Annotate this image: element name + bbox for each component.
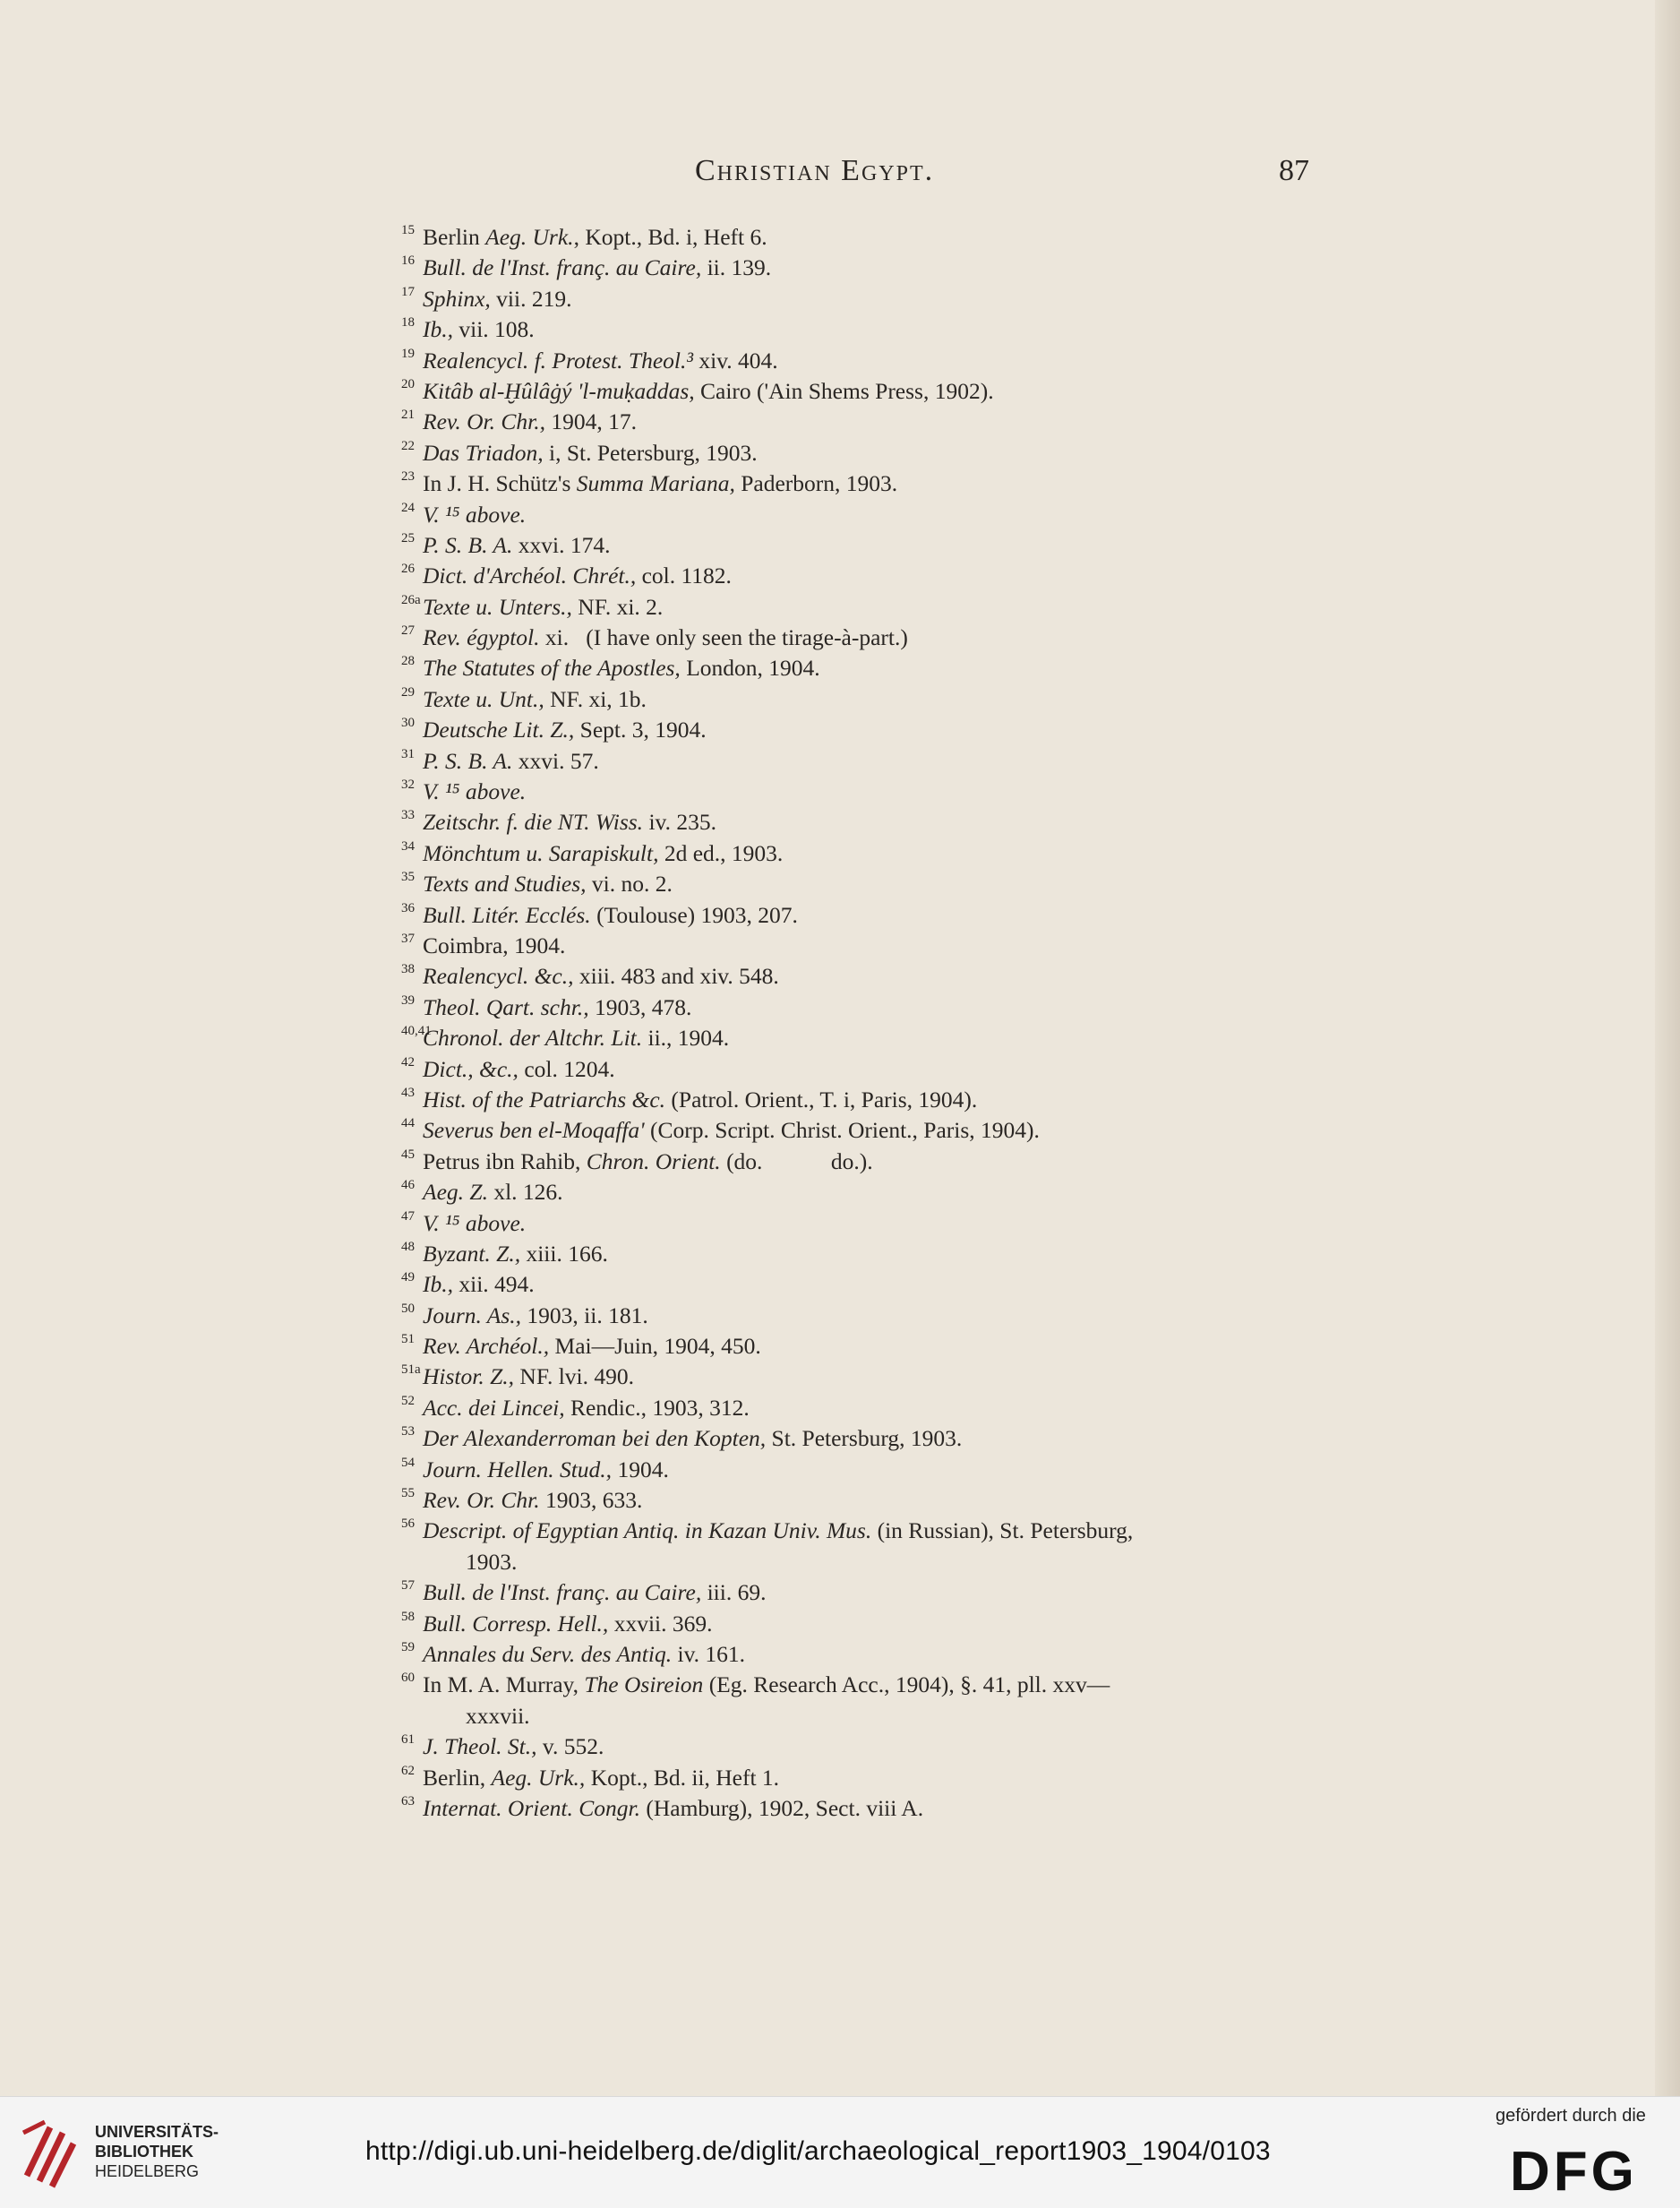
- footnote: [401, 284, 1333, 314]
- footnote-plain-text: Berlin: [423, 224, 486, 250]
- footnote-number: 62: [401, 1763, 415, 1778]
- footnote-text: [423, 224, 767, 250]
- footnote: [401, 1731, 1333, 1762]
- footnote-details: (in Russian), St. Petersburg,: [871, 1517, 1134, 1544]
- footnote: [401, 961, 1333, 992]
- footnote-number: 18: [401, 315, 415, 331]
- footnote-text: [423, 286, 571, 312]
- footnote-title: Journ. As.,: [423, 1302, 522, 1328]
- footnote-details: (Eg. Research Acc., 1904), §. 41, pll. xxv—: [703, 1671, 1110, 1698]
- footnote-title: Texte u. Unters.,: [423, 593, 572, 620]
- footnote-title: Kitâb al-Ḫûlâġý 'l-muḳaddas,: [423, 377, 695, 404]
- footnote-number: 39: [401, 992, 415, 1008]
- footnote-title: Realencycl. f. Protest. Theol.³: [423, 347, 693, 374]
- footnote-details: 1904.: [612, 1456, 669, 1482]
- footnote: [401, 1763, 1333, 1793]
- footnote-title: P. S. B. A.: [423, 531, 513, 558]
- running-head: [0, 154, 1680, 199]
- footnote-number: 61: [401, 1732, 415, 1748]
- footnote-plain-text: In M. A. Murray,: [423, 1671, 585, 1698]
- footnote-details: , Kopt., Bd. i, Heft 6.: [573, 224, 767, 250]
- footnote-continuation: 1903.: [466, 1548, 518, 1575]
- footnote-text: [423, 563, 732, 589]
- footnote: [401, 1085, 1333, 1115]
- footnote-details: St. Petersburg, 1903.: [766, 1425, 963, 1452]
- footnote-title: Texte u. Unt.,: [423, 685, 544, 712]
- footnote-number: 29: [401, 684, 415, 700]
- footnote-number: 34: [401, 838, 415, 854]
- footnote-text: [423, 1795, 923, 1821]
- footnote-details: 1903, ii. 181.: [521, 1302, 648, 1328]
- footnote-text: [423, 1025, 729, 1051]
- funding-caption: gefördert durch die: [1496, 2106, 1646, 2126]
- footnote: [401, 1301, 1333, 1331]
- footnote: [401, 715, 1333, 745]
- footnote-title: Der Alexanderroman bei den Kopten,: [423, 1425, 767, 1452]
- library-name-line2: BIBLIOTHEK: [95, 2143, 193, 2161]
- footnote-title: Chron. Orient.: [586, 1147, 721, 1174]
- footnote-text: [423, 748, 599, 774]
- footnote: [401, 807, 1333, 838]
- footnote-number: 52: [401, 1393, 415, 1408]
- footnote: [401, 1670, 1333, 1731]
- footnote-number: 60: [401, 1671, 415, 1686]
- footnote-text: [423, 594, 663, 620]
- footnote-details: i, St. Petersburg, 1903.: [543, 439, 758, 466]
- footnote-details: (Toulouse) 1903, 207.: [590, 901, 798, 928]
- footnote-plain-text: In J. H. Schütz's: [423, 470, 577, 497]
- footnote: [401, 468, 1333, 499]
- footnote-details: col. 1204.: [518, 1055, 615, 1082]
- footnote-details: 1904, 17.: [544, 408, 637, 435]
- footnote-title: Internat. Orient. Congr.: [423, 1794, 640, 1821]
- footnote-number: 38: [401, 962, 415, 977]
- footnote-title: Ib.,: [423, 1271, 453, 1298]
- footnote-number: 27: [401, 623, 415, 639]
- page-edge-shadow: [1655, 0, 1680, 2096]
- footnote: [401, 777, 1333, 807]
- footnote-details: Rendic., 1903, 312.: [564, 1394, 750, 1421]
- footnote-title: Bull. Corresp. Hell.,: [423, 1610, 609, 1637]
- footnote-text: [423, 1516, 1318, 1577]
- library-name[interactable]: [95, 2122, 219, 2181]
- footnote-title: Chronol. der Altchr. Lit.: [423, 1025, 643, 1052]
- footnote-number: 53: [401, 1424, 415, 1439]
- footnote-details: 1903, 633.: [539, 1487, 643, 1514]
- footnote-text: [423, 1611, 712, 1637]
- footnote-number: 20: [401, 376, 415, 391]
- footnote-details: v. 552.: [536, 1733, 604, 1760]
- footnote-text: [423, 1395, 750, 1421]
- footnote-number: 21: [401, 408, 415, 423]
- footnote: [401, 653, 1333, 683]
- footnote: [401, 407, 1333, 437]
- footnote-text: [423, 532, 610, 558]
- footnote-details: xl. 126.: [487, 1179, 563, 1206]
- footnote-details: (Patrol. Orient., T. i, Paris, 1904).: [665, 1086, 978, 1113]
- footnote-number: 50: [401, 1301, 415, 1316]
- footnote-title: Ib.,: [423, 316, 453, 343]
- footnote-text: [423, 1363, 634, 1389]
- footnote-title: V. ¹⁵ above.: [423, 778, 527, 805]
- footnote-number: 31: [401, 746, 415, 761]
- footnote-title: Rev. Or. Chr.: [423, 1487, 540, 1514]
- footnote-details: xiii. 166.: [520, 1240, 608, 1267]
- footnote-text: [423, 316, 535, 342]
- footnote: [401, 1362, 1333, 1392]
- footnote: [401, 222, 1333, 253]
- footnote: [401, 561, 1333, 591]
- footnote-number: 22: [401, 438, 415, 453]
- footnote-number: 48: [401, 1239, 415, 1254]
- footnote: [401, 1485, 1333, 1516]
- footnote-number: 47: [401, 1208, 415, 1224]
- footnote-text: [423, 717, 707, 743]
- footnote-details: ii., 1904.: [642, 1025, 730, 1052]
- footnote-details: Cairo ('Ain Shems Press, 1902).: [694, 377, 994, 404]
- footnote-number: 56: [401, 1516, 415, 1532]
- footnote: [401, 530, 1333, 561]
- footnote-number: 15: [401, 223, 415, 237]
- university-library-logo-icon[interactable]: [18, 2113, 81, 2190]
- footnote-plain-text: Petrus ibn Rahib,: [423, 1147, 587, 1174]
- footnote-text: [423, 1425, 962, 1451]
- footnote-number: 43: [401, 1085, 415, 1100]
- footnote-details: NF. xi, 1b.: [544, 685, 647, 712]
- footnote-details: vii. 108.: [453, 316, 535, 343]
- footnote-text: [423, 1210, 526, 1236]
- footnote-text: [423, 871, 673, 897]
- footnote-text: [423, 932, 565, 958]
- footnote-number: 17: [401, 284, 415, 299]
- footnote-title: Realencycl. &c.,: [423, 963, 574, 990]
- footnote-title: V. ¹⁵ above.: [423, 1209, 527, 1236]
- footnote-number: 16: [401, 253, 415, 269]
- footnote-title: Hist. of the Patriarchs &c.: [423, 1086, 666, 1113]
- footnote-text: [423, 1117, 1040, 1143]
- footnote: [401, 1269, 1333, 1300]
- footnote: [401, 1147, 1333, 1177]
- footnote-text: [423, 840, 783, 866]
- footnote-title: Byzant. Z.,: [423, 1240, 521, 1267]
- footnote-number: 42: [401, 1054, 415, 1070]
- footnote-details: Sept. 3, 1904.: [574, 717, 707, 743]
- footnote-number: 19: [401, 346, 415, 361]
- footnote-title: P. S. B. A.: [423, 747, 513, 774]
- footnote: [401, 500, 1333, 530]
- footnote-text: [423, 440, 758, 466]
- footnote-text: [423, 1056, 615, 1082]
- footnote-title: Annales du Serv. des Antiq.: [423, 1640, 673, 1667]
- footnote: [401, 838, 1333, 869]
- footnote-details: 2d ed., 1903.: [658, 839, 784, 866]
- footnote-details: xii. 494.: [453, 1271, 535, 1298]
- footnote-number: 54: [401, 1455, 415, 1470]
- footnote-text: [423, 994, 691, 1020]
- footnote: [401, 869, 1333, 899]
- footnote-title: Deutsche Lit. Z.,: [423, 717, 575, 743]
- footnote: [401, 1393, 1333, 1423]
- footnote-text: [423, 963, 779, 989]
- footnote: [401, 314, 1333, 345]
- footnote-number: 28: [401, 654, 415, 669]
- footnote-text: [423, 1456, 669, 1482]
- footnote-number: 51a: [401, 1362, 421, 1378]
- footnote-details: (Corp. Script. Christ. Orient., Paris, 1904).: [644, 1117, 1040, 1144]
- footnote: [401, 623, 1333, 653]
- footnote: [401, 1054, 1333, 1085]
- footnote: [401, 1455, 1333, 1485]
- footnote-title: Das Triadon,: [423, 439, 544, 466]
- footnote-text: [423, 408, 637, 434]
- footnote-title: Bull. de l'Inst. franç. au Caire,: [423, 254, 702, 281]
- footnote-details: 1903, 478.: [588, 993, 692, 1020]
- footnote-title: Summa Mariana,: [576, 470, 735, 497]
- footnote-text: [423, 348, 778, 374]
- footnote-title: Rev. Archéol.,: [423, 1333, 550, 1360]
- footnote-text: [423, 1487, 642, 1513]
- footnote-number: 40,41: [401, 1024, 432, 1039]
- footnote-number: 36: [401, 900, 415, 915]
- footnote-text: [423, 778, 526, 804]
- footnote-number: 63: [401, 1793, 415, 1808]
- footnote-title: Rev. Or. Chr.,: [423, 408, 545, 435]
- footnote-number: 49: [401, 1270, 415, 1285]
- footnote-details: xxvi. 174.: [512, 531, 611, 558]
- footnote-title: The Statutes of the Apostles,: [423, 655, 681, 682]
- footnote-text: [423, 1765, 779, 1791]
- footnote-text: [423, 378, 994, 404]
- footnote-text: [423, 655, 820, 681]
- footnote-title: Dict., &c.,: [423, 1055, 519, 1082]
- footnote-details: Mai—Juin, 1904, 450.: [549, 1333, 761, 1360]
- footnote-number: 51: [401, 1332, 415, 1347]
- footnote-text: [423, 502, 526, 528]
- viewer-footer: [0, 2096, 1680, 2208]
- footnote-text: [423, 1087, 977, 1113]
- footnote-number: 30: [401, 716, 415, 731]
- footnote-title: Texts and Studies,: [423, 871, 587, 898]
- library-name-line1: UNIVERSITÄTS-: [95, 2123, 219, 2141]
- footnote: [401, 592, 1333, 623]
- footnote-details: xi. (I have only seen the tirage-à-part.): [539, 624, 908, 651]
- footnote-plain-text: Berlin,: [423, 1764, 492, 1791]
- footnote-title: Bull. Litér. Ecclés.: [423, 901, 591, 928]
- footnote: [401, 992, 1333, 1023]
- footnote: [401, 1639, 1333, 1670]
- footnote: [401, 931, 1333, 961]
- footnote-title: Sphinx,: [423, 285, 491, 312]
- footnote-text: [423, 470, 897, 496]
- footnote-number: 35: [401, 870, 415, 885]
- footnote: [401, 1516, 1333, 1577]
- footnote-title: Journ. Hellen. Stud.,: [423, 1456, 613, 1482]
- footnote-number: 26a: [401, 592, 421, 607]
- footnote-title: Aeg. Urk.: [485, 224, 574, 250]
- footnote-number: 58: [401, 1609, 415, 1624]
- footnote: [401, 253, 1333, 283]
- footnote-title: Rev. égyptol.: [423, 624, 540, 651]
- footnote-title: Zeitschr. f. die NT. Wiss.: [423, 809, 644, 836]
- footnote-number: 44: [401, 1116, 415, 1131]
- footnote-details: xiii. 483 and xiv. 548.: [573, 963, 779, 990]
- footnote-text: [423, 1302, 648, 1328]
- footnote-number: 55: [401, 1486, 415, 1501]
- footnote-text: [423, 1641, 745, 1667]
- footnote-title: V. ¹⁵ above.: [423, 501, 527, 528]
- footnote-details: iii. 69.: [701, 1579, 767, 1606]
- footnote-details: London, 1904.: [680, 655, 820, 682]
- footnote-details: Paderborn, 1903.: [734, 470, 898, 497]
- footnote-title: Bull. de l'Inst. franç. au Caire,: [423, 1579, 702, 1606]
- footnote-title: Acc. dei Lincei,: [423, 1394, 565, 1421]
- footnote-text: [423, 809, 716, 835]
- footnote-text: [423, 1579, 766, 1605]
- footnote-number: 33: [401, 808, 415, 823]
- footnote-number: 32: [401, 778, 415, 793]
- footnote-text: [423, 1179, 563, 1205]
- footnote-number: 23: [401, 469, 415, 485]
- footnote-number: 57: [401, 1578, 415, 1594]
- footnote-text: [423, 1241, 608, 1267]
- dfg-logo-icon[interactable]: DFG: [1510, 2141, 1638, 2203]
- footnote-title: Aeg. Urk.,: [491, 1764, 586, 1791]
- footnote-text: [423, 1670, 1318, 1731]
- footnote: [401, 746, 1333, 777]
- footnote-number: 37: [401, 931, 415, 946]
- footnote: [401, 684, 1333, 715]
- library-name-line3: HEIDELBERG: [95, 2162, 200, 2180]
- footnote-continuation: xxxvii.: [466, 1702, 530, 1729]
- footnote-number: 25: [401, 530, 415, 546]
- footnote-details: (do. do.).: [720, 1147, 873, 1174]
- footnote-title: Mönchtum u. Sarapiskult,: [423, 839, 659, 866]
- permalink-url[interactable]: http://digi.ub.uni-heidelberg.de/diglit/archaeological_report1903_1904/0103: [365, 2136, 1271, 2166]
- footnote-details: xxvi. 57.: [512, 747, 599, 774]
- footnote-title: Descript. of Egyptian Antiq. in Kazan Univ. Mus.: [423, 1517, 872, 1544]
- footnote-title: Histor. Z.,: [423, 1363, 515, 1390]
- footnote: [401, 1023, 1333, 1053]
- footnote-text: [423, 1148, 873, 1174]
- running-head-title: Christian Egypt.: [695, 154, 935, 187]
- footnote: [401, 900, 1333, 931]
- footnote-details: iv. 235.: [643, 809, 716, 836]
- footnote-text: [423, 1333, 761, 1359]
- footnote-number: 59: [401, 1639, 415, 1654]
- footnote: [401, 1177, 1333, 1207]
- footnote-details: col. 1182.: [636, 563, 732, 589]
- footnote-title: Severus ben el-Moqaffa': [423, 1117, 645, 1144]
- footnote-list: [401, 222, 1333, 1824]
- footnote-details: NF. xi. 2.: [571, 593, 664, 620]
- footnote-title: Theol. Qart. schr.,: [423, 993, 589, 1020]
- footnote-text: [423, 686, 647, 712]
- footnote-details: Kopt., Bd. ii, Heft 1.: [585, 1764, 780, 1791]
- footnote-details: (Hamburg), 1902, Sect. viii A.: [639, 1794, 924, 1821]
- footnote-number: 45: [401, 1147, 415, 1162]
- footnote-text: [423, 254, 771, 280]
- footnote: [401, 1115, 1333, 1146]
- footnote: [401, 1239, 1333, 1269]
- footnote-text: [423, 1733, 604, 1759]
- footnote: [401, 438, 1333, 468]
- footnote-title: Aeg. Z.: [423, 1179, 488, 1206]
- footnote-text: [423, 1271, 535, 1297]
- footnote: [401, 1423, 1333, 1454]
- footnote: [401, 346, 1333, 376]
- footnote-number: 46: [401, 1178, 415, 1193]
- footnote-details: vi. no. 2.: [586, 871, 673, 898]
- footnote: [401, 1577, 1333, 1608]
- footnote-details: xiv. 404.: [693, 347, 778, 374]
- footnote: [401, 376, 1333, 407]
- footnote: [401, 1331, 1333, 1362]
- footnote-details: iv. 161.: [672, 1640, 746, 1667]
- footnote-title: The Osireion: [584, 1671, 704, 1698]
- page-number: 87: [1279, 154, 1309, 187]
- footnote-number: 24: [401, 500, 415, 515]
- footnote-text: [423, 902, 798, 928]
- footnote-details: NF. lvi. 490.: [514, 1363, 635, 1390]
- footnote-text: [423, 624, 908, 650]
- footnote: [401, 1609, 1333, 1639]
- footnote: [401, 1208, 1333, 1239]
- footnote: [401, 1793, 1333, 1824]
- footnote-details: xxvii. 369.: [608, 1610, 713, 1637]
- footnote-details: vii. 219.: [490, 285, 572, 312]
- footnote-title: Dict. d'Archéol. Chrét.,: [423, 563, 637, 589]
- footnote-details: ii. 139.: [701, 254, 772, 281]
- footnote-number: 26: [401, 562, 415, 577]
- footnote-plain-text: Coimbra, 1904.: [423, 932, 566, 958]
- footnote-title: J. Theol. St.,: [423, 1733, 537, 1760]
